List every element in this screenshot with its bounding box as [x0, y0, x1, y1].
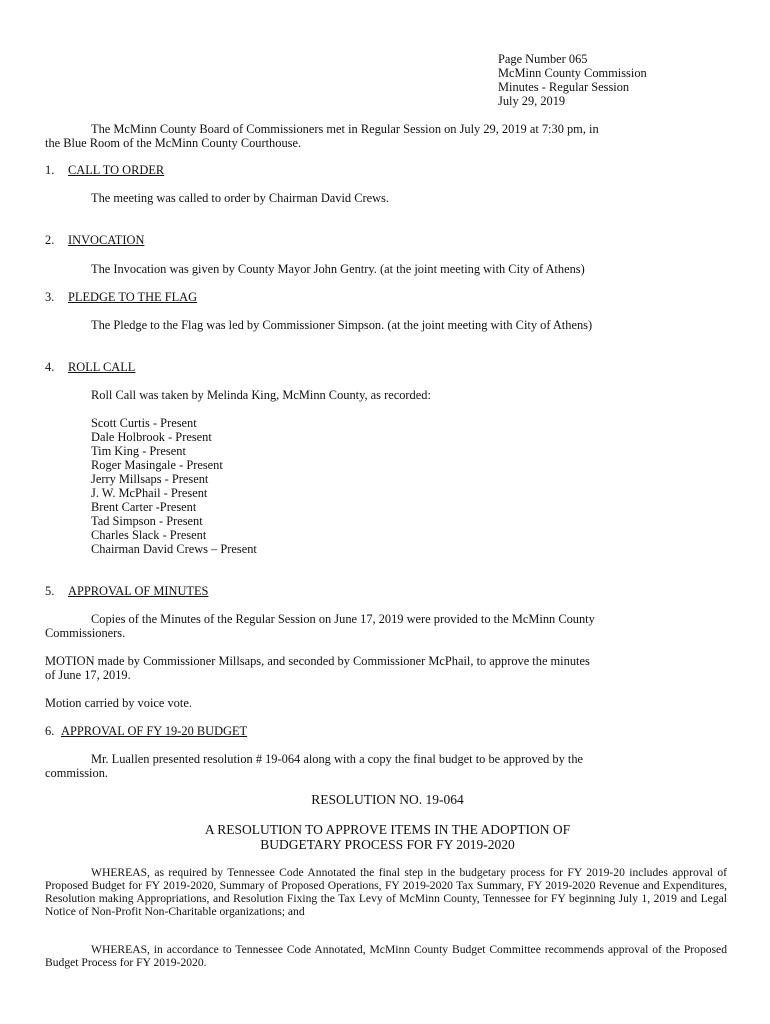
roll-call-entry: Scott Curtis - Present — [91, 416, 197, 430]
section-4-number: 4. — [45, 360, 55, 374]
section-4-text: Roll Call was taken by Melinda King, McMinn County, as recorded: — [91, 388, 431, 402]
section-6-title: APPROVAL OF FY 19-20 BUDGET — [61, 724, 248, 738]
meeting-date: July 29, 2019 — [498, 94, 566, 108]
resolution-title-line-2: BUDGETARY PROCESS FOR FY 2019-2020 — [260, 837, 515, 852]
section-2-title: INVOCATION — [68, 233, 145, 247]
resolution-title-line-1: A RESOLUTION TO APPROVE ITEMS IN THE ADOPTION OF — [204, 822, 571, 837]
page-number: Page Number 065 — [498, 52, 588, 66]
roll-call-entry: Dale Holbrook - Present — [91, 430, 212, 444]
roll-call-entry: J. W. McPhail - Present — [91, 486, 208, 500]
page-header — [498, 52, 738, 108]
whereas-paragraph-2: WHEREAS, in accordance to Tennessee Code Annotated, McMinn County Budget Committee recommends approval of the Proposed Budget Process for FY 2019-2020. — [45, 943, 727, 969]
minutes-type: Minutes - Regular Session — [498, 80, 630, 94]
whereas-paragraph-1: WHEREAS, as required by Tennessee Code Annotated the final step in the budgetary process for FY 2019-20 includes approval of Proposed Budget for FY 2019-2020, Summary of Proposed Operations, FY 2019-2020 Tax Summary, FY 2019-2020 Revenue and Expenditures, Resolution making Appropriations, and Resolution Fixing the Tax Levy of McMinn County, Tennessee for FY beginning July 1, 2019 and Legal Notice of Non-Profit Non-Charitable organizations; and — [45, 866, 727, 918]
section-5-title: APPROVAL OF MINUTES — [68, 584, 209, 598]
roll-call-entry: Tim King - Present — [91, 444, 186, 458]
intro-line-2: the Blue Room of the McMinn County Courthouse. — [45, 136, 302, 150]
section-2-text: The Invocation was given by County Mayor John Gentry. (at the joint meeting with City of Athens) — [91, 262, 585, 276]
section-1-number: 1. — [45, 163, 55, 177]
roll-call-entry: Charles Slack - Present — [91, 528, 207, 542]
motion-line-1: MOTION made by Commissioner Millsaps, and seconded by Commissioner McPhail, to approve the minutes — [45, 654, 590, 668]
section-3-number: 3. — [45, 290, 55, 304]
section-2-number: 2. — [45, 233, 55, 247]
roll-call-entry: Brent Carter -Present — [91, 500, 197, 514]
budget-text-line-1: Mr. Luallen presented resolution # 19-064 along with a copy the final budget to be approved by the — [91, 752, 584, 766]
roll-call-entry: Jerry Millsaps - Present — [91, 472, 209, 486]
section-1-text: The meeting was called to order by Chairman David Crews. — [91, 191, 389, 205]
minutes-copies-line-2: Commissioners. — [45, 626, 126, 640]
resolution-number: RESOLUTION NO. 19-064 — [311, 792, 464, 807]
section-3-text: The Pledge to the Flag was led by Commissioner Simpson. (at the joint meeting with City of Athens) — [91, 318, 593, 332]
motion-carried: Motion carried by voice vote. — [45, 696, 192, 710]
section-6-number: 6. — [45, 724, 55, 738]
section-1-title: CALL TO ORDER — [68, 163, 165, 177]
commission-name: McMinn County Commission — [498, 66, 647, 80]
roll-call-entry: Tad Simpson - Present — [91, 514, 203, 528]
section-5-number: 5. — [45, 584, 55, 598]
intro-line-1: The McMinn County Board of Commissioners met in Regular Session on July 29, 2019 at 7:30 pm, in — [91, 122, 599, 136]
roll-call-list — [91, 416, 257, 556]
roll-call-entry: Chairman David Crews – Present — [91, 542, 257, 556]
budget-text-line-2: commission. — [45, 766, 108, 780]
minutes-copies-line-1: Copies of the Minutes of the Regular Session on June 17, 2019 were provided to the McMinn County — [91, 612, 595, 626]
motion-line-2: of June 17, 2019. — [45, 668, 131, 682]
section-3-title: PLEDGE TO THE FLAG — [68, 290, 198, 304]
section-4-title: ROLL CALL — [68, 360, 136, 374]
roll-call-entry: Roger Masingale - Present — [91, 458, 223, 472]
